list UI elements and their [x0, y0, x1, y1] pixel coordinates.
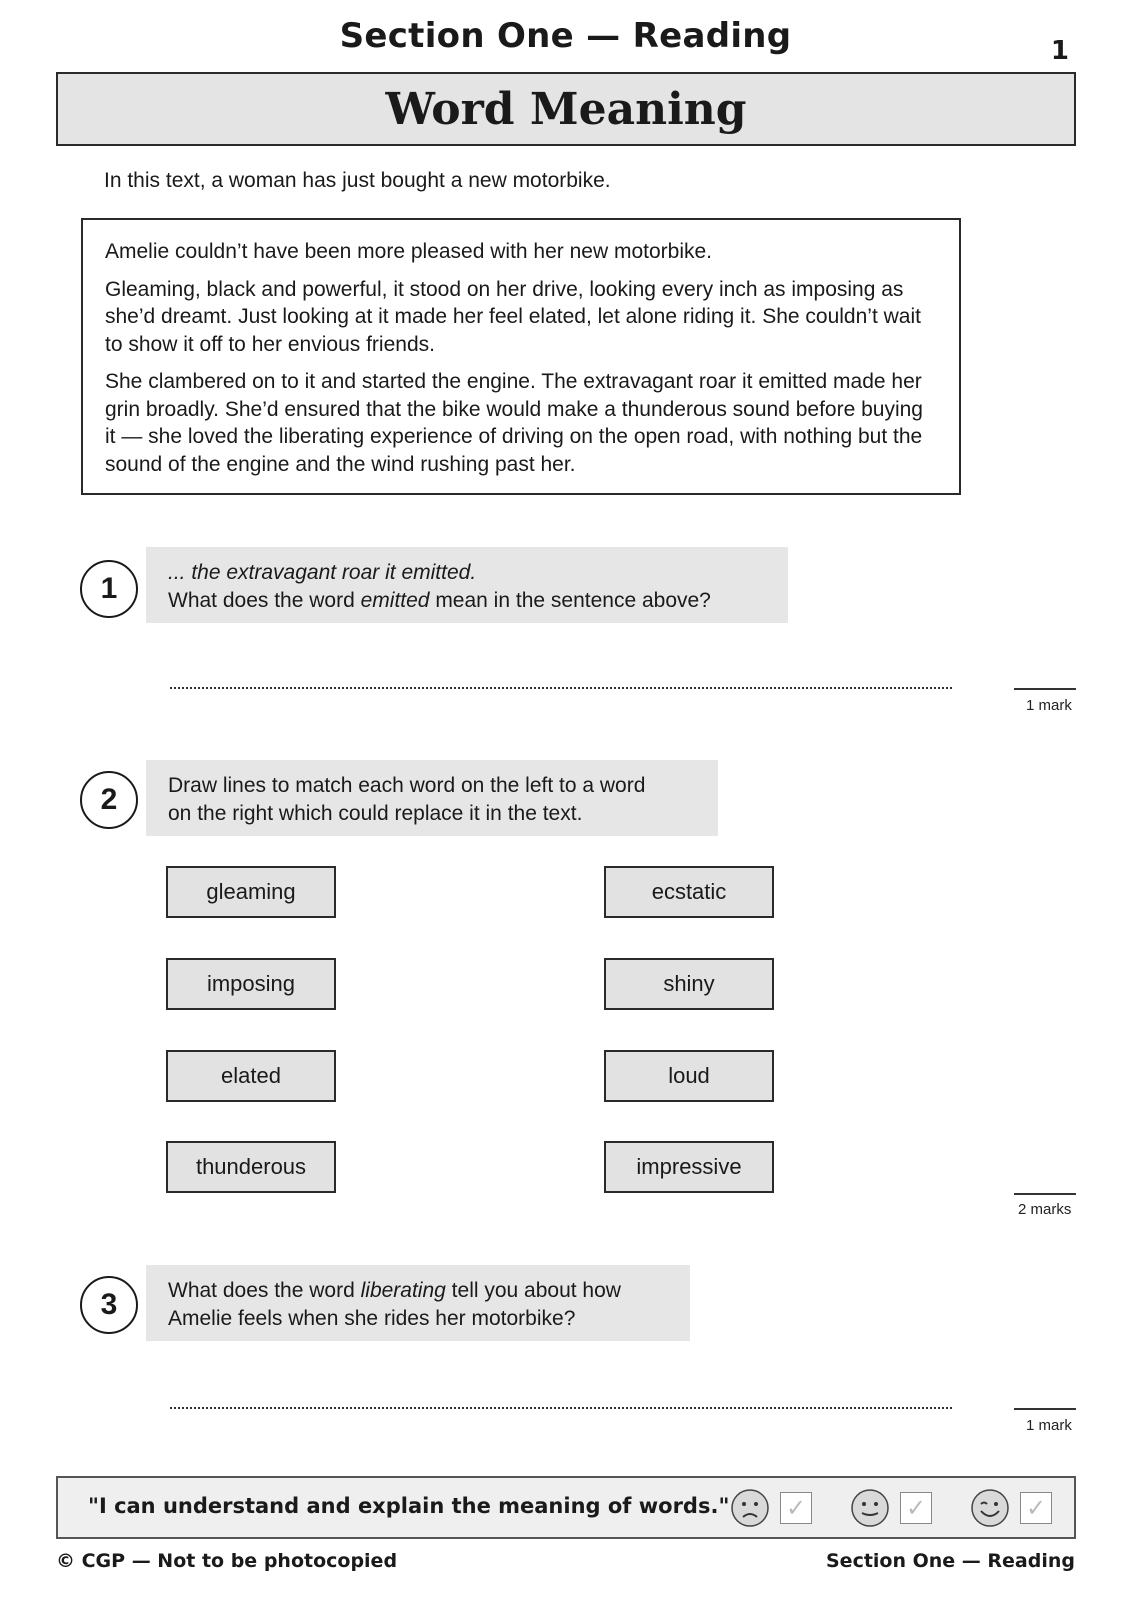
- question-1-text-b: mean in the sentence above?: [429, 588, 711, 612]
- question-1-quote: ... the extravagant roar it emitted.: [168, 561, 477, 584]
- right-word-box[interactable]: shiny: [604, 958, 774, 1010]
- question-1-text-a: What does the word: [168, 588, 361, 612]
- left-word-box[interactable]: gleaming: [166, 866, 336, 918]
- title-bar: [56, 72, 1076, 146]
- question-3-marks: 1 mark: [1026, 1417, 1072, 1434]
- question-1-marks: 1 mark: [1026, 697, 1072, 714]
- question-1-mark-line: [1014, 688, 1076, 690]
- passage-paragraph-2: Gleaming, black and powerful, it stood on her drive, looking every inch as imposing as she’d dreamt. Just looking at it made her feel elated, let alone riding it. She couldn’t wait to show it off to her envious friends.: [105, 277, 921, 356]
- self-assessment-bar: [56, 1476, 1076, 1539]
- happy-tick-box[interactable]: [1020, 1492, 1052, 1524]
- self-assessment-statement: "I can understand and explain the meaning of words.": [88, 1494, 730, 1518]
- left-word-box[interactable]: elated: [166, 1050, 336, 1102]
- question-3-number: 3: [80, 1276, 138, 1334]
- question-1-prompt: [146, 547, 788, 623]
- question-3-answer-line[interactable]: [170, 1407, 952, 1409]
- section-footer: Section One — Reading: [826, 1550, 1075, 1572]
- page-number: 1: [1050, 36, 1069, 66]
- check-icon: ✓: [1025, 1494, 1047, 1522]
- happy-face-icon[interactable]: [970, 1488, 1010, 1528]
- left-word-box[interactable]: imposing: [166, 958, 336, 1010]
- page-title: Word Meaning: [385, 83, 747, 135]
- question-1-answer-line[interactable]: [170, 687, 952, 689]
- question-3-emph: liberating: [360, 1279, 446, 1302]
- question-2-text-line-2: on the right which could replace it in the text.: [168, 801, 583, 825]
- question-3-text-line-2: Amelie feels when she rides her motorbike?: [168, 1306, 576, 1330]
- neutral-tick-box[interactable]: [900, 1492, 932, 1524]
- section-header: Section One — Reading: [339, 16, 792, 56]
- right-word-box[interactable]: ecstatic: [604, 866, 774, 918]
- question-2-text-line-1: Draw lines to match each word on the left to a word: [168, 774, 646, 797]
- passage-paragraph-1: Amelie couldn’t have been more pleased with her new motorbike.: [105, 240, 713, 263]
- question-2-number: 2: [80, 771, 138, 829]
- reading-passage: [81, 218, 961, 495]
- question-3-mark-line: [1014, 1408, 1076, 1410]
- check-icon: ✓: [905, 1494, 927, 1522]
- copyright-footer: © CGP — Not to be photocopied: [56, 1550, 398, 1572]
- right-word-box[interactable]: impressive: [604, 1141, 774, 1193]
- sad-face-icon[interactable]: [730, 1488, 770, 1528]
- neutral-face-icon[interactable]: [850, 1488, 890, 1528]
- left-word-box[interactable]: thunderous: [166, 1141, 336, 1193]
- sad-tick-box[interactable]: [780, 1492, 812, 1524]
- question-3-text-a: What does the word: [168, 1279, 361, 1302]
- question-1-number: 1: [80, 560, 138, 618]
- question-1-emph: emitted: [360, 588, 430, 612]
- question-2-marks: 2 marks: [1018, 1201, 1072, 1218]
- question-2-prompt: [146, 760, 718, 836]
- intro-text: In this text, a woman has just bought a new motorbike.: [104, 169, 611, 192]
- right-word-box[interactable]: loud: [604, 1050, 774, 1102]
- passage-paragraph-3: She clambered on to it and started the engine. The extravagant roar it emitted made her grin broadly. She’d ensured that the bike would make a thunderous sound before buying it — she loved the liberating experience of driving on the open road, with nothing but the sound of the engine and the wind rushing past her.: [105, 370, 923, 476]
- question-3-prompt: [146, 1265, 690, 1341]
- question-2-mark-line: [1014, 1193, 1076, 1195]
- check-icon: ✓: [785, 1494, 807, 1522]
- question-3-text-b: tell you about how: [445, 1279, 621, 1302]
